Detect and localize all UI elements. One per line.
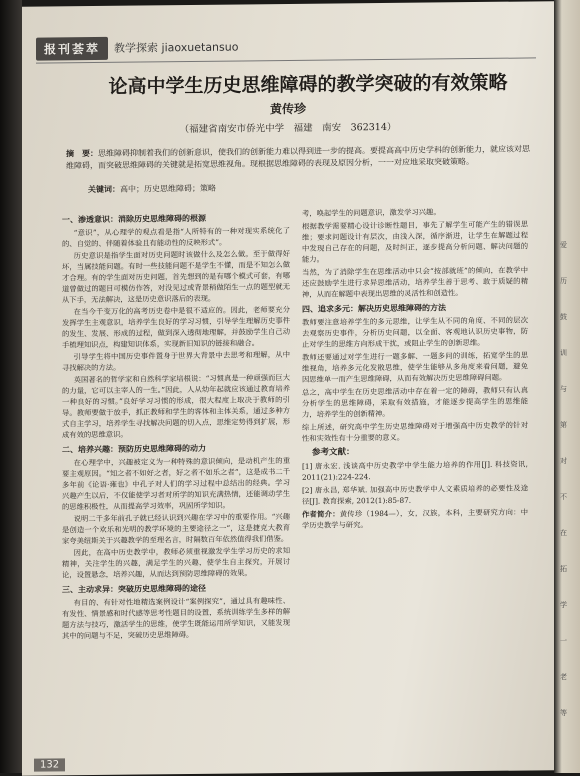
body-paragraph: 总之，高中学生在历史思维活动中存在着一定的障碍，教师只有认真分析学生的思维障碍，采取有效措施，才能逐步提高学生的思维能力，培养学生的创新精神。 [302,385,528,419]
body-paragraph: 因此，在高中历史教学中，教师必须重视激发学生学习历史的求知精神，关注学生的兴趣，满足学生的兴趣，使学生自主探究，开展讨论，设置悬念，培养兴趣，从而达到预防思维障碍的效果。 [62,545,290,580]
body-paragraph: “意识”，从心理学的观点看是指“人所特有的一种对现实系统化了的、自觉的、伴随着体验且有能动性的反映形式”。 [62,225,290,249]
left-column [62,208,290,642]
edge-text-fragment: 拓 [560,565,567,573]
author-note-text: 黄传珍（1984—），女，汉族，本科，主要研究方向：中学历史教学与研究。 [302,507,529,530]
edge-text-fragment: 学 [560,601,567,609]
section-tag: 报刊荟萃 [36,36,108,60]
article-author: 黄传珍 [269,101,306,117]
edge-text-fragment: 历 [560,277,567,285]
edge-text-fragment: 爱 [560,241,567,249]
abstract-text: 思维障碍抑制着我们的创新意识，使我们的创新能力难以得到进一步的提高。要提高高中历史学科的创新能力，就应该对思维障碍，而突破思维障碍的关键就是拓宽思维视角。现根据思维障碍的表现及原因分析，一一对应地采取突破策略。 [66,144,530,171]
body-paragraph: 在当今千变万化的高考历史卷中是很不适应的。因此，老师要充分发挥学生主观意识，培养学生良好的学习习惯，引导学生理解历史事件的发生、发展、形成的过程，做到深入透彻地理解，并鼓励学生自己动手梳理知识点，构建知识体系，实现新旧知识的链接和融合。 [62,304,290,350]
abstract-label: 摘 要： [66,148,98,159]
keywords-text: 高中；历史思维障碍；策略 [120,183,216,194]
author-affiliation: （福建省南安市侨光中学 福建 南安 362314） [179,121,397,136]
author-note-label: 作者简介： [302,509,340,519]
journal-page [22,1,554,776]
edge-text-fragment: 训 [560,349,567,357]
right-column [302,205,528,532]
section-heading: 四、追求多元：解决历史思维障碍的方法 [302,303,446,314]
abstract [66,143,530,172]
body-paragraph: 有目的、有针对性地精选案例设计“案例探究”，通过具有趣味性、有发性、情景感和时代感等思考性题目的设置，系统训练学生多样的解题方法与技巧，激活学生的思维，使学生既能运用所学知识，又能发现其中的问题与不足，突破历史思维障碍。 [62,595,290,641]
author-note [302,506,528,530]
edge-text-fragment: 一 [560,637,567,645]
keywords [88,183,216,195]
edge-text-fragment: 与 [560,385,567,393]
section-heading: 一、渗透意识：消除历史思维障碍的根源 [62,213,206,225]
body-paragraph: 历史意识是指学生面对历史问题时该做什么及怎么做。至于做得好坏，当属技能问题。有时一些技能问题不是学生不懂，而是不知怎么做才合理。有的学生面对历史问题，首先想到的是有哪个模式可套，有哪道曾做过的题目可模仿作答，对没见过或背景稍做陌生一点的题型就无从下手，无法解决，这是历史意识落后的表现。 [62,248,290,305]
keywords-label: 关键词： [88,184,120,195]
body-paragraph: 英国著名的哲学家和自然科学家培根说：“习惯真是一种顽强而巨大的力量，它可以主宰人的一生。”因此，人从幼年起就应该通过教育培养一种良好的习惯。”良好学习习惯的形成，很大程度上取决于教师的引导。教师要做于放手，抓正教师和学生的客体和主体关系，通过多种方式自主学习，培养学生寻找解决问题的切入点，思维定势得到扩展，形成有效的思维意识。 [62,372,290,440]
page-header [36,35,238,61]
section-heading: 二、培养兴趣：预防历史思维障碍的动力 [62,443,206,455]
page-number: 132 [34,758,65,771]
body-paragraph: 综上所述，研究高中学生历史思维障碍对于增强高中历史教学的针对性和实效性有十分重要的意义。 [302,420,528,443]
body-paragraph: 考，唤起学生的问题意识，激发学习兴趣。 [302,207,441,218]
edge-text-fragment: 等 [560,709,567,717]
references-heading: 参考文献： [312,447,355,458]
binding-shadow [0,0,22,773]
body-paragraph: 说明二千多年前孔子就已经认识到兴趣在学习中的重要作用。“兴趣是创造一个欢乐和光明的教学环境的主要途径之一”，这是捷克大教育家夸美纽斯关于兴趣教学的至理名言，时隔数百年依然值得我们借鉴。 [62,511,290,546]
body-paragraph: 在心理学中，兴趣被定义为一种特殊的意识倾向，是动机产生的重要主观原因。“知之者不如好之者，好之者不如乐之者”，这是成书二千多年前《论语·雍也》中孔子对人们的学习过程中总结出的经典。学习兴趣产生以后，不仅能使学习者对所学的知识充满热情，还能调动学生的思维积极性，从而提高学习效率，巩固所学知识。 [62,455,290,512]
body-paragraph: 当然，为了消除学生在思维活动中只会“按部就班”的倾向，在教学中还应鼓励学生进行求异思维活动，培养学生善于思考、敢于质疑的精神，从而在解题中表现出思维的灵活性和创造性。 [302,265,528,299]
edge-text-fragment: 在 [560,529,567,537]
edge-text-fragment: 鼓 [560,313,567,321]
edge-text-fragment: 第 [560,421,567,429]
body-paragraph: 教师还要通过对学生进行一题多解、一题多问的训练，拓宽学生的思维视角，培养多元化发散思维，使学生能够从多角度来看问题，避免因思维单一而产生思维障碍，从而有效解决历史思维障碍问题。 [302,350,528,384]
edge-text-fragment: 老 [560,673,567,681]
body-paragraph: 教师要注意培养学生的多元思维，让学生从不同的角度、不同的层次去观察历史事件，分析历史问题，以全面、客观地认识历史事物，防止对学生的思维方向形成干扰，或阻止学生的创新思维。 [302,315,528,349]
edge-text-fragment: 不 [560,493,567,501]
section-heading: 三、主动求异：突破历史思维障碍的途径 [62,583,206,595]
next-page-edge [554,0,580,773]
reference-item: [1] 唐永宏. 浅谈高中历史教学中学生能力培养的作用[J]. 科技资讯, 2011(21):224-224. [302,459,528,482]
reference-item: [2] 唐永昌, 郑华斌. 加强高中历史教学中人文素质培养的必要性及途径[J]. 教育探索, 2012(1):85-87. [302,483,528,506]
body-paragraph: 根据教学需要精心设计诊断性题目，事先了解学生可能产生的错误思维；要求问题设计有层次，由浅入深，循序渐进，让学生在解题过程中发现自己存在的问题，及时纠正，逐步提高分析问题、解决问题的能力。 [302,219,528,264]
edge-text-fragment: 对 [560,457,567,465]
article-title: 论高中学生历史思维障碍的教学突破的有效策略 [108,71,508,98]
body-paragraph: 引导学生将中国历史事件置身于世界大背景中去思考和理解，从中寻找解决的方法。 [62,349,290,373]
column-name: 教学探索 jiaoxuetansuo [114,40,239,55]
